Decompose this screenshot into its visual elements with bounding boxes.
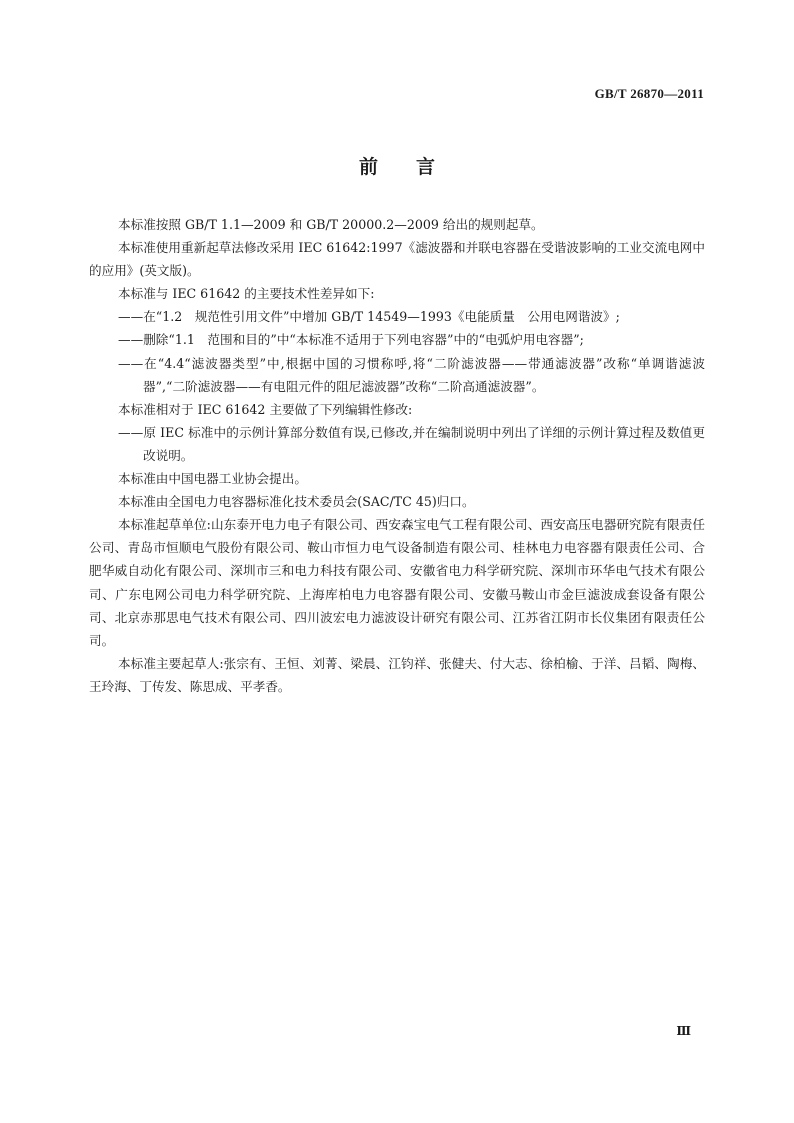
- paragraph-drafters: 本标准主要起草人:张宗有、王恒、刘菁、梁晨、江钧祥、张健夫、付大志、徐柏榆、于洋、吕韬、陶梅、王玲海、丁传发、陈思成、平孝香。: [89, 655, 705, 694]
- list-item-tech-diff-1: ——在“1.2 规范性引用文件”中增加 GB/T 14549—1993《电能质量 公用电网谐波》;: [118, 309, 620, 325]
- title-char-1: 前: [358, 156, 378, 178]
- title-char-2: 言: [416, 156, 436, 178]
- page-title: [0, 152, 794, 179]
- paragraph-drafting-units: 本标准起草单位:山东泰开电力电子有限公司、西安森宝电气工程有限公司、西安高压电器研究院有限责任公司、青岛市恒顺电气股份有限公司、鞍山市恒力电气设备制造有限公司、桂林电力电容器有限责任公司、合肥华威自动化有限公司、深圳市三和电力科技有限公司、安徽省电力科学研究院、深圳市环华电气技术有限公司、广东电网公司电力科学研究院、上海库柏电力电容器有限公司、安徽马鞍山市金巨滤波成套设备有限公司、北京赤那思电气技术有限公司、四川波宏电力滤波设计研究有限公司、江苏省江阴市长仪集团有限责任公司。: [89, 517, 705, 648]
- paragraph-proposed-by: 本标准由中国电器工业协会提出。: [118, 471, 307, 487]
- paragraph-centralized-by: 本标准由全国电力电容器标准化技术委员会(SAC/TC 45)归口。: [118, 494, 475, 510]
- list-item-editorial-1: ——原 IEC 标准中的示例计算部分数值有误,已修改,并在编制说明中列出了详细的示例计算过程及数值更改说明。: [118, 424, 705, 463]
- list-item-tech-diff-3: ——在“4.4“滤波器类型”中,根据中国的习惯称呼,将“二阶滤波器——带通滤波器”改称“单调谐滤波器”,“二阶滤波器——有电阻元件的阻尼滤波器”改称“二阶高通滤波器”。: [118, 355, 705, 394]
- list-item-tech-diff-2: ——删除“1.1 范围和目的”中“本标准不适用于下列电容器”中的“电弧炉用电容器”;: [118, 332, 584, 348]
- paragraph-drafting-rules: 本标准按照 GB/T 1.1—2009 和 GB/T 20000.2—2009 给出的规则起草。: [118, 217, 544, 232]
- standard-code: GB/T 26870—2011: [594, 86, 704, 101]
- paragraph-adoption: 本标准使用重新起草法修改采用 IEC 61642:1997《滤波器和并联电容器在受谐波影响的工业交流电网中的应用》(英文版)。: [89, 240, 705, 279]
- page-number: Ⅲ: [676, 1024, 691, 1038]
- paragraph-editorial-changes: 本标准相对于 IEC 61642 主要做了下列编辑性修改:: [118, 401, 413, 417]
- paragraph-tech-differences: 本标准与 IEC 61642 的主要技术性差异如下:: [118, 286, 375, 302]
- preface-body: [89, 213, 705, 698]
